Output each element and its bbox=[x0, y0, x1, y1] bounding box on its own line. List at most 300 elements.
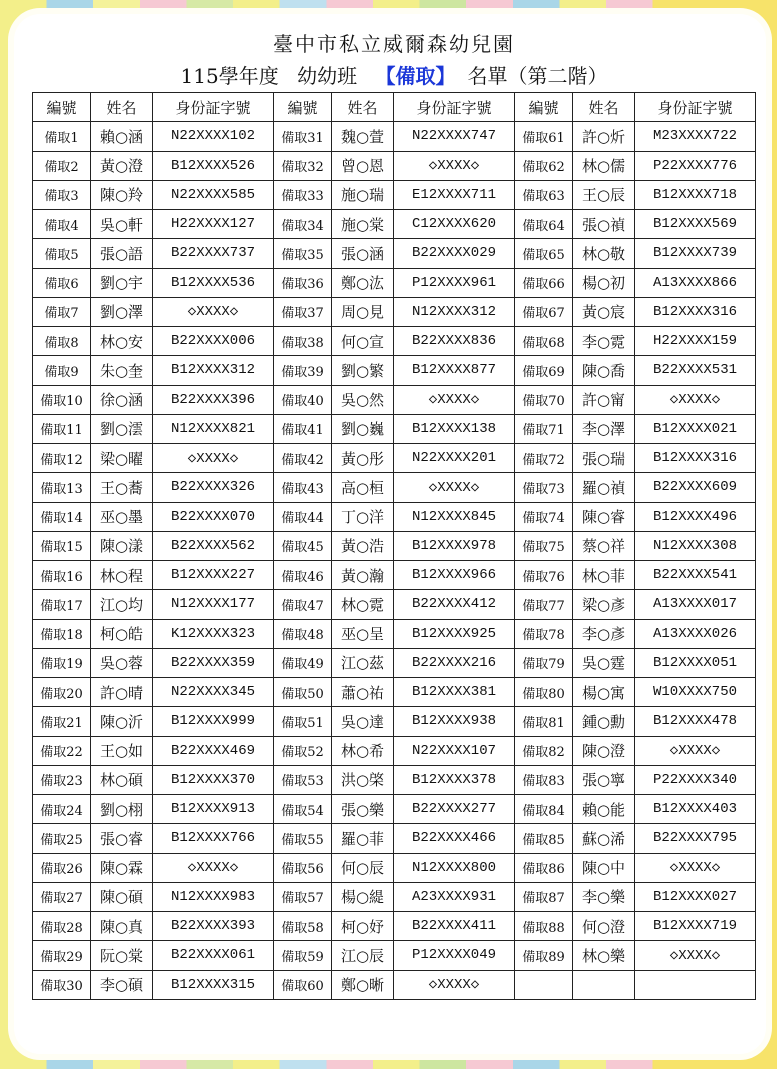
table-row bbox=[33, 882, 756, 911]
waitlist-number: 備取47 bbox=[274, 590, 332, 619]
child-name: 楊○緹 bbox=[332, 882, 394, 911]
waitlist-number: 備取67 bbox=[515, 297, 573, 326]
child-name: 劉○澤 bbox=[91, 297, 153, 326]
id-number: B22XXXX006 bbox=[153, 327, 274, 356]
id-number: B12XXXX496 bbox=[635, 502, 756, 531]
id-number: B12XXXX138 bbox=[394, 414, 515, 443]
child-name: 吳○然 bbox=[332, 385, 394, 414]
id-number: B12XXXX378 bbox=[394, 765, 515, 794]
id-number: B22XXXX359 bbox=[153, 648, 274, 677]
child-name: 許○晴 bbox=[91, 678, 153, 707]
child-name: 張○睿 bbox=[91, 824, 153, 853]
child-name: 林○霓 bbox=[332, 590, 394, 619]
header-name-3: 姓名 bbox=[573, 93, 635, 122]
list-label: 名單（第二階） bbox=[467, 64, 608, 88]
child-name: 丁○洋 bbox=[332, 502, 394, 531]
id-number: B12XXXX403 bbox=[635, 795, 756, 824]
child-name: 林○碩 bbox=[91, 765, 153, 794]
waitlist-number: 備取22 bbox=[33, 736, 91, 765]
id-number: B22XXXX029 bbox=[394, 239, 515, 268]
status-label: 【備取】 bbox=[375, 64, 456, 88]
child-name: 賴○能 bbox=[573, 795, 635, 824]
waitlist-number: 備取44 bbox=[274, 502, 332, 531]
waitlist-number: 備取5 bbox=[33, 239, 91, 268]
child-name: 張○涵 bbox=[332, 239, 394, 268]
id-number: B12XXXX766 bbox=[153, 824, 274, 853]
waitlist-number: 備取71 bbox=[515, 414, 573, 443]
id-number: B12XXXX913 bbox=[153, 795, 274, 824]
waitlist-number: 備取29 bbox=[33, 941, 91, 970]
child-name: 鍾○勳 bbox=[573, 707, 635, 736]
waitlist-number: 備取8 bbox=[33, 327, 91, 356]
id-number: E12XXXX711 bbox=[394, 180, 515, 209]
child-name: 江○茲 bbox=[332, 648, 394, 677]
table-row bbox=[33, 561, 756, 590]
header-name-1: 姓名 bbox=[91, 93, 153, 122]
header-number-2: 編號 bbox=[274, 93, 332, 122]
id-number: A13XXXX017 bbox=[635, 590, 756, 619]
id-number: P12XXXX049 bbox=[394, 941, 515, 970]
waitlist-number: 備取37 bbox=[274, 297, 332, 326]
id-number: P12XXXX961 bbox=[394, 268, 515, 297]
waitlist-number: 備取50 bbox=[274, 678, 332, 707]
id-number: ◇XXXX◇ bbox=[394, 151, 515, 180]
id-number: W10XXXX750 bbox=[635, 678, 756, 707]
waitlist-number: 備取52 bbox=[274, 736, 332, 765]
table-header-row bbox=[33, 93, 756, 122]
child-name: 何○辰 bbox=[332, 853, 394, 882]
child-name: 羅○菲 bbox=[332, 824, 394, 853]
id-number: ◇XXXX◇ bbox=[153, 444, 274, 473]
header-number-1: 編號 bbox=[33, 93, 91, 122]
waitlist-number: 備取35 bbox=[274, 239, 332, 268]
id-number: N12XXXX983 bbox=[153, 882, 274, 911]
id-number: P22XXXX776 bbox=[635, 151, 756, 180]
child-name: 陳○羚 bbox=[91, 180, 153, 209]
id-number: B22XXXX277 bbox=[394, 795, 515, 824]
child-name: 劉○宇 bbox=[91, 268, 153, 297]
table-row bbox=[33, 502, 756, 531]
child-name: 林○程 bbox=[91, 561, 153, 590]
child-name bbox=[573, 970, 635, 999]
child-name: 梁○彥 bbox=[573, 590, 635, 619]
waitlist-number: 備取17 bbox=[33, 590, 91, 619]
table-row bbox=[33, 795, 756, 824]
id-number: N22XXXX345 bbox=[153, 678, 274, 707]
id-number: ◇XXXX◇ bbox=[394, 385, 515, 414]
child-name: 張○語 bbox=[91, 239, 153, 268]
waitlist-number: 備取86 bbox=[515, 853, 573, 882]
child-name: 施○瑞 bbox=[332, 180, 394, 209]
waitlist-number: 備取13 bbox=[33, 473, 91, 502]
child-name: 李○澤 bbox=[573, 414, 635, 443]
waitlist-number: 備取49 bbox=[274, 648, 332, 677]
table-row bbox=[33, 210, 756, 239]
table-row bbox=[33, 531, 756, 560]
table-row bbox=[33, 239, 756, 268]
waitlist-number: 備取78 bbox=[515, 619, 573, 648]
child-name: 梁○曜 bbox=[91, 444, 153, 473]
id-number: ◇XXXX◇ bbox=[635, 736, 756, 765]
waitlist-number: 備取16 bbox=[33, 561, 91, 590]
waitlist-number: 備取63 bbox=[515, 180, 573, 209]
id-number: B22XXXX393 bbox=[153, 912, 274, 941]
waitlist-number: 備取82 bbox=[515, 736, 573, 765]
waitlist-number: 備取83 bbox=[515, 765, 573, 794]
waitlist-number: 備取7 bbox=[33, 297, 91, 326]
waitlist-number: 備取12 bbox=[33, 444, 91, 473]
table-row bbox=[33, 736, 756, 765]
header-id-1: 身份証字號 bbox=[153, 93, 274, 122]
waitlist-number: 備取9 bbox=[33, 356, 91, 385]
id-number: ◇XXXX◇ bbox=[635, 853, 756, 882]
table-row bbox=[33, 853, 756, 882]
child-name: 陳○沂 bbox=[91, 707, 153, 736]
child-name: 賴○涵 bbox=[91, 122, 153, 151]
academic-year: 115學年度 bbox=[180, 64, 279, 88]
waitlist-number: 備取62 bbox=[515, 151, 573, 180]
id-number: B12XXXX718 bbox=[635, 180, 756, 209]
id-number: H22XXXX127 bbox=[153, 210, 274, 239]
child-name: 林○菲 bbox=[573, 561, 635, 590]
table-row bbox=[33, 327, 756, 356]
id-number: B12XXXX526 bbox=[153, 151, 274, 180]
table-row bbox=[33, 444, 756, 473]
header-id-3: 身份証字號 bbox=[635, 93, 756, 122]
child-name: 柯○妤 bbox=[332, 912, 394, 941]
id-number: B22XXXX541 bbox=[635, 561, 756, 590]
waitlist-number: 備取85 bbox=[515, 824, 573, 853]
header-name-2: 姓名 bbox=[332, 93, 394, 122]
waitlist-number: 備取18 bbox=[33, 619, 91, 648]
waitlist-number: 備取23 bbox=[33, 765, 91, 794]
id-number: B22XXXX836 bbox=[394, 327, 515, 356]
table-row bbox=[33, 970, 756, 999]
child-name: 柯○皓 bbox=[91, 619, 153, 648]
waitlist-number: 備取38 bbox=[274, 327, 332, 356]
child-name: 張○瑞 bbox=[573, 444, 635, 473]
waitlist-number: 備取55 bbox=[274, 824, 332, 853]
id-number: B12XXXX999 bbox=[153, 707, 274, 736]
id-number: B12XXXX478 bbox=[635, 707, 756, 736]
child-name: 吳○霆 bbox=[573, 648, 635, 677]
table-row bbox=[33, 414, 756, 443]
child-name: 李○霓 bbox=[573, 327, 635, 356]
child-name: 李○樂 bbox=[573, 882, 635, 911]
child-name: 陳○睿 bbox=[573, 502, 635, 531]
table-row bbox=[33, 678, 756, 707]
waitlist-number: 備取76 bbox=[515, 561, 573, 590]
child-name: 蘇○浠 bbox=[573, 824, 635, 853]
id-number: A23XXXX931 bbox=[394, 882, 515, 911]
child-name: 巫○墨 bbox=[91, 502, 153, 531]
id-number: M23XXXX722 bbox=[635, 122, 756, 151]
waitlist-number: 備取3 bbox=[33, 180, 91, 209]
table-row bbox=[33, 473, 756, 502]
waitlist-number: 備取10 bbox=[33, 385, 91, 414]
waitlist-number: 備取73 bbox=[515, 473, 573, 502]
child-name: 李○彥 bbox=[573, 619, 635, 648]
waitlist-number: 備取87 bbox=[515, 882, 573, 911]
child-name: 陳○漾 bbox=[91, 531, 153, 560]
waitlist-number: 備取19 bbox=[33, 648, 91, 677]
waitlist-number: 備取4 bbox=[33, 210, 91, 239]
id-number: B22XXXX469 bbox=[153, 736, 274, 765]
waitlist-number: 備取6 bbox=[33, 268, 91, 297]
id-number: B12XXXX569 bbox=[635, 210, 756, 239]
child-name: 蕭○祐 bbox=[332, 678, 394, 707]
waitlist-number: 備取25 bbox=[33, 824, 91, 853]
id-number: N22XXXX102 bbox=[153, 122, 274, 151]
id-number: N12XXXX308 bbox=[635, 531, 756, 560]
id-number: B12XXXX312 bbox=[153, 356, 274, 385]
child-name: 楊○寓 bbox=[573, 678, 635, 707]
waitlist-number: 備取56 bbox=[274, 853, 332, 882]
id-number: B22XXXX609 bbox=[635, 473, 756, 502]
id-number: ◇XXXX◇ bbox=[635, 385, 756, 414]
id-number: B12XXXX316 bbox=[635, 444, 756, 473]
waitlist-number: 備取14 bbox=[33, 502, 91, 531]
id-number: B22XXXX061 bbox=[153, 941, 274, 970]
id-number: B22XXXX531 bbox=[635, 356, 756, 385]
waitlist-number: 備取60 bbox=[274, 970, 332, 999]
child-name: 劉○繁 bbox=[332, 356, 394, 385]
waitlist-number: 備取30 bbox=[33, 970, 91, 999]
waitlist-number: 備取59 bbox=[274, 941, 332, 970]
child-name: 黃○彤 bbox=[332, 444, 394, 473]
id-number: B12XXXX966 bbox=[394, 561, 515, 590]
child-name: 洪○棨 bbox=[332, 765, 394, 794]
id-number: B12XXXX051 bbox=[635, 648, 756, 677]
id-number: ◇XXXX◇ bbox=[153, 853, 274, 882]
child-name: 高○桓 bbox=[332, 473, 394, 502]
id-number: B12XXXX021 bbox=[635, 414, 756, 443]
waitlist-number: 備取32 bbox=[274, 151, 332, 180]
id-number: ◇XXXX◇ bbox=[153, 297, 274, 326]
table-row bbox=[33, 180, 756, 209]
waitlist-number: 備取45 bbox=[274, 531, 332, 560]
table-row bbox=[33, 765, 756, 794]
id-number: N12XXXX821 bbox=[153, 414, 274, 443]
waitlist-number: 備取28 bbox=[33, 912, 91, 941]
waitlist-number: 備取80 bbox=[515, 678, 573, 707]
child-name: 楊○初 bbox=[573, 268, 635, 297]
child-name: 鄭○汯 bbox=[332, 268, 394, 297]
child-name: 吳○蓉 bbox=[91, 648, 153, 677]
child-name: 徐○涵 bbox=[91, 385, 153, 414]
waitlist-number: 備取64 bbox=[515, 210, 573, 239]
table-row bbox=[33, 356, 756, 385]
header-number-3: 編號 bbox=[515, 93, 573, 122]
school-title: 臺中市私立威爾森幼兒園 bbox=[273, 32, 515, 56]
waitlist-number: 備取40 bbox=[274, 385, 332, 414]
id-number: ◇XXXX◇ bbox=[394, 473, 515, 502]
id-number: H22XXXX159 bbox=[635, 327, 756, 356]
id-number: N22XXXX747 bbox=[394, 122, 515, 151]
id-number: N12XXXX312 bbox=[394, 297, 515, 326]
child-name: 劉○澐 bbox=[91, 414, 153, 443]
child-name: 周○見 bbox=[332, 297, 394, 326]
child-name: 江○均 bbox=[91, 590, 153, 619]
child-name: 張○樂 bbox=[332, 795, 394, 824]
waitlist-number: 備取33 bbox=[274, 180, 332, 209]
table-row bbox=[33, 268, 756, 297]
waitlist-number: 備取84 bbox=[515, 795, 573, 824]
waitlist-number: 備取54 bbox=[274, 795, 332, 824]
child-name: 曾○恩 bbox=[332, 151, 394, 180]
child-name: 張○寧 bbox=[573, 765, 635, 794]
id-number: B12XXXX536 bbox=[153, 268, 274, 297]
waitlist-number: 備取77 bbox=[515, 590, 573, 619]
waitlist-number: 備取48 bbox=[274, 619, 332, 648]
id-number: B12XXXX739 bbox=[635, 239, 756, 268]
id-number: B12XXXX877 bbox=[394, 356, 515, 385]
id-number: B12XXXX938 bbox=[394, 707, 515, 736]
waitlist-number: 備取74 bbox=[515, 502, 573, 531]
id-number: B22XXXX411 bbox=[394, 912, 515, 941]
waitlist-number: 備取27 bbox=[33, 882, 91, 911]
table-row bbox=[33, 912, 756, 941]
child-name: 林○樂 bbox=[573, 941, 635, 970]
child-name: 黃○浩 bbox=[332, 531, 394, 560]
id-number: N12XXXX800 bbox=[394, 853, 515, 882]
table-row bbox=[33, 122, 756, 151]
id-number: B22XXXX412 bbox=[394, 590, 515, 619]
table-row bbox=[33, 297, 756, 326]
child-name: 王○蕎 bbox=[91, 473, 153, 502]
child-name: 陳○霖 bbox=[91, 853, 153, 882]
id-number: N22XXXX585 bbox=[153, 180, 274, 209]
table-row bbox=[33, 941, 756, 970]
waitlist-number: 備取24 bbox=[33, 795, 91, 824]
waitlist-number: 備取72 bbox=[515, 444, 573, 473]
child-name: 黃○瀚 bbox=[332, 561, 394, 590]
child-name: 黃○澄 bbox=[91, 151, 153, 180]
child-name: 阮○棠 bbox=[91, 941, 153, 970]
child-name: 陳○喬 bbox=[573, 356, 635, 385]
waitlist-number: 備取65 bbox=[515, 239, 573, 268]
id-number: A13XXXX866 bbox=[635, 268, 756, 297]
child-name: 陳○澄 bbox=[573, 736, 635, 765]
list-subtitle bbox=[32, 60, 756, 92]
waitlist-number: 備取57 bbox=[274, 882, 332, 911]
waitlist-number: 備取79 bbox=[515, 648, 573, 677]
table-body bbox=[33, 122, 756, 1000]
child-name: 張○禎 bbox=[573, 210, 635, 239]
id-number: B12XXXX381 bbox=[394, 678, 515, 707]
waitlist-number: 備取2 bbox=[33, 151, 91, 180]
id-number: K12XXXX323 bbox=[153, 619, 274, 648]
waitlist-number bbox=[515, 970, 573, 999]
id-number bbox=[635, 970, 756, 999]
waitlist-number: 備取66 bbox=[515, 268, 573, 297]
child-name: 吳○軒 bbox=[91, 210, 153, 239]
id-number: B22XXXX070 bbox=[153, 502, 274, 531]
child-name: 鄭○晰 bbox=[332, 970, 394, 999]
child-name: 陳○碩 bbox=[91, 882, 153, 911]
waitlist-number: 備取69 bbox=[515, 356, 573, 385]
document-page bbox=[32, 28, 756, 1000]
child-name: 林○安 bbox=[91, 327, 153, 356]
child-name: 朱○奎 bbox=[91, 356, 153, 385]
waitlist-number: 備取43 bbox=[274, 473, 332, 502]
table-row bbox=[33, 824, 756, 853]
child-name: 施○棠 bbox=[332, 210, 394, 239]
id-number: B12XXXX315 bbox=[153, 970, 274, 999]
waitlist-number: 備取70 bbox=[515, 385, 573, 414]
waitlist-number: 備取34 bbox=[274, 210, 332, 239]
id-number: C12XXXX620 bbox=[394, 210, 515, 239]
id-number: B12XXXX370 bbox=[153, 765, 274, 794]
waitlist-number: 備取20 bbox=[33, 678, 91, 707]
child-name: 李○碩 bbox=[91, 970, 153, 999]
child-name: 羅○禎 bbox=[573, 473, 635, 502]
id-number: ◇XXXX◇ bbox=[394, 970, 515, 999]
child-name: 王○辰 bbox=[573, 180, 635, 209]
id-number: N12XXXX177 bbox=[153, 590, 274, 619]
id-number: B22XXXX466 bbox=[394, 824, 515, 853]
class-name: 幼幼班 bbox=[297, 64, 358, 88]
id-number: B12XXXX227 bbox=[153, 561, 274, 590]
waitlist-number: 備取58 bbox=[274, 912, 332, 941]
child-name: 何○澄 bbox=[573, 912, 635, 941]
id-number: N12XXXX845 bbox=[394, 502, 515, 531]
waitlist-number: 備取89 bbox=[515, 941, 573, 970]
child-name: 魏○萱 bbox=[332, 122, 394, 151]
id-number: ◇XXXX◇ bbox=[635, 941, 756, 970]
child-name: 許○炘 bbox=[573, 122, 635, 151]
id-number: B22XXXX216 bbox=[394, 648, 515, 677]
id-number: A13XXXX026 bbox=[635, 619, 756, 648]
waitlist-number: 備取21 bbox=[33, 707, 91, 736]
child-name: 林○儒 bbox=[573, 151, 635, 180]
table-row bbox=[33, 590, 756, 619]
waitlist-number: 備取15 bbox=[33, 531, 91, 560]
child-name: 許○甯 bbox=[573, 385, 635, 414]
waitlist-number: 備取51 bbox=[274, 707, 332, 736]
id-number: B12XXXX316 bbox=[635, 297, 756, 326]
child-name: 陳○中 bbox=[573, 853, 635, 882]
id-number: B12XXXX978 bbox=[394, 531, 515, 560]
child-name: 黃○宸 bbox=[573, 297, 635, 326]
child-name: 劉○栩 bbox=[91, 795, 153, 824]
id-number: B12XXXX719 bbox=[635, 912, 756, 941]
child-name: 林○敬 bbox=[573, 239, 635, 268]
child-name: 陳○真 bbox=[91, 912, 153, 941]
waitlist-number: 備取39 bbox=[274, 356, 332, 385]
waitlist-number: 備取1 bbox=[33, 122, 91, 151]
waitlist-number: 備取53 bbox=[274, 765, 332, 794]
id-number: B12XXXX027 bbox=[635, 882, 756, 911]
table-row bbox=[33, 385, 756, 414]
waitlist-number: 備取88 bbox=[515, 912, 573, 941]
waitlist-number: 備取81 bbox=[515, 707, 573, 736]
id-number: B12XXXX925 bbox=[394, 619, 515, 648]
id-number: B22XXXX562 bbox=[153, 531, 274, 560]
waitlist-number: 備取31 bbox=[274, 122, 332, 151]
table-row bbox=[33, 619, 756, 648]
table-row bbox=[33, 648, 756, 677]
waitlist-number: 備取42 bbox=[274, 444, 332, 473]
id-number: B22XXXX737 bbox=[153, 239, 274, 268]
child-name: 王○如 bbox=[91, 736, 153, 765]
id-number: N22XXXX201 bbox=[394, 444, 515, 473]
waitlist-number: 備取26 bbox=[33, 853, 91, 882]
child-name: 劉○巍 bbox=[332, 414, 394, 443]
id-number: B22XXXX326 bbox=[153, 473, 274, 502]
child-name: 江○辰 bbox=[332, 941, 394, 970]
child-name: 蔡○祥 bbox=[573, 531, 635, 560]
